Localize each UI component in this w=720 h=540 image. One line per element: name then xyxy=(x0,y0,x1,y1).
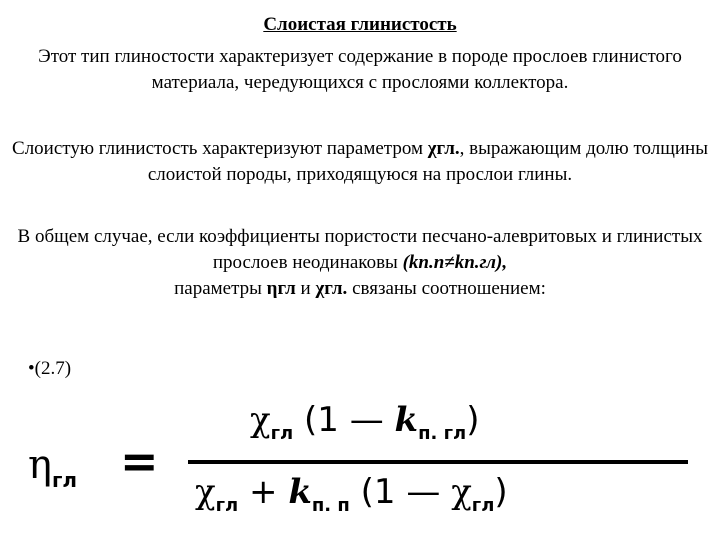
den-open: (1 — xyxy=(349,472,452,512)
num-open: (1 — xyxy=(293,400,395,440)
para3-text-after: связаны соотношением: xyxy=(347,278,546,299)
paragraph-relation xyxy=(0,224,720,302)
porosity-condition: (kп.п≠kп.гл), xyxy=(402,252,508,273)
eta-parameter: ηгл xyxy=(266,278,296,299)
chi-parameter: χгл. xyxy=(427,138,460,159)
eta-symbol: η xyxy=(28,442,52,488)
para2-text-after: , выражающим долю толщины слоистой породы, приходящуюся на прослои глины. xyxy=(147,138,708,185)
paragraph-definition: Этот тип глиностости характеризует содержание в породе прослоев глинистого материала, чередующихся с прослоями коллектора. xyxy=(38,46,682,93)
den-chi2: χ xyxy=(451,472,472,512)
num-close: ) xyxy=(466,400,480,440)
den-close: ) xyxy=(494,472,508,512)
paragraph-parameter xyxy=(0,136,720,188)
den-chi: χ xyxy=(195,472,216,512)
eta-subscript: гл xyxy=(51,468,78,492)
fraction-bar xyxy=(188,460,688,464)
formula xyxy=(20,400,700,530)
num-k: k xyxy=(394,400,419,440)
den-plus: + xyxy=(238,472,289,512)
den-k-sub: п. п xyxy=(311,494,350,516)
para3-text-mid: параметры xyxy=(174,278,267,299)
den-chi-sub: гл xyxy=(215,494,239,516)
num-chi-sub: гл xyxy=(270,422,294,444)
para3-text-before: В общем случае, если коэффициенты пористости песчано-алевритовых и глинистых прослоев неодинаковы xyxy=(17,226,703,273)
chi-parameter-2: χгл. xyxy=(315,278,348,299)
den-k: k xyxy=(288,472,312,512)
num-chi: χ xyxy=(250,400,271,440)
slide-title: Слоистая глинистость xyxy=(263,14,457,35)
formula-lhs xyxy=(28,442,77,492)
equation-number: •(2.7) xyxy=(28,358,72,379)
equals-sign: = xyxy=(120,434,159,488)
den-chi2-sub: гл xyxy=(471,494,495,516)
formula-numerator xyxy=(250,400,480,444)
num-k-sub: п. гл xyxy=(418,422,467,444)
para2-text-before: Слоистую глинистость характеризуют параметром xyxy=(12,138,428,159)
and-word: и xyxy=(295,278,316,299)
formula-denominator xyxy=(195,472,508,516)
